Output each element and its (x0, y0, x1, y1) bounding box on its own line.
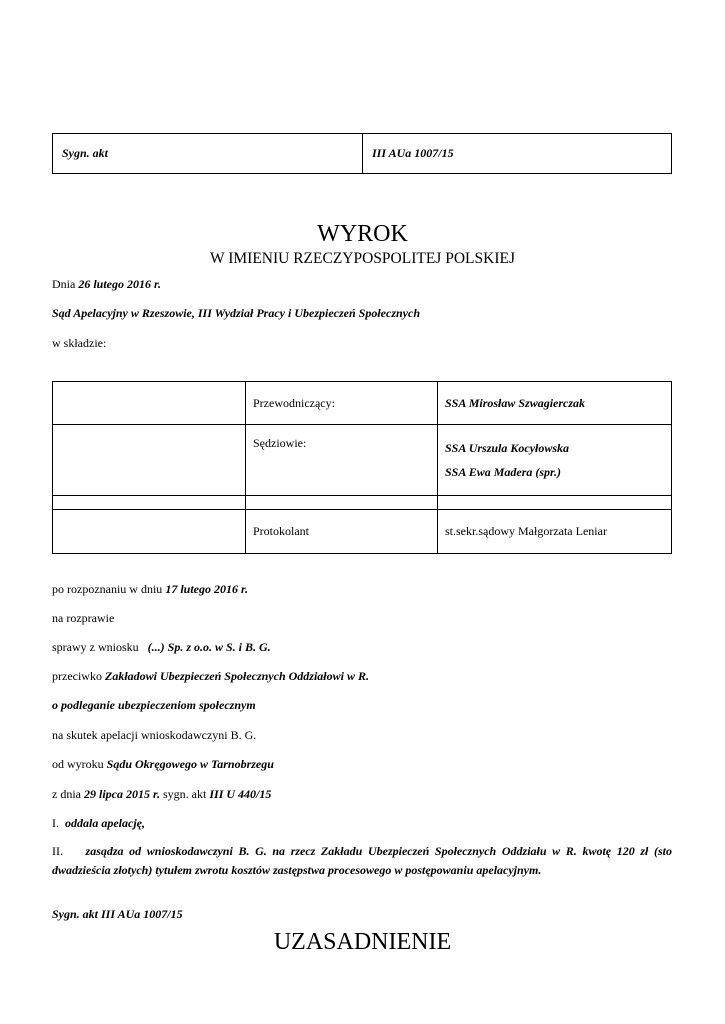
court-panel-table (52, 381, 672, 554)
case-subject: o podleganie ubezpieczeniom społecznym (52, 698, 256, 712)
ruling-number: I. (52, 816, 59, 830)
case-signature-table (52, 133, 672, 174)
considered-line (52, 582, 248, 597)
ruling-text: oddala apelację, (65, 816, 145, 830)
judgment-date: 26 lutego 2016 r. (78, 277, 162, 291)
case-number: III AUa 1007/15 (372, 146, 454, 160)
panel-empty-cell (53, 425, 246, 496)
court-name: Sąd Apelacyjny w Rzeszowie, III Wydział Pracy i Ubezpieczeń Społecznych (52, 306, 420, 320)
case-line (52, 640, 271, 655)
date-line (52, 277, 161, 292)
from-prefix: od wyroku (52, 757, 107, 771)
respondent: Zakładowi Ubezpieczeń Społecznych Oddziałowi w R. (104, 669, 369, 683)
judges-label: Sędziowie: (246, 425, 438, 496)
chair-name: SSA Mirosław Szwagierczak (438, 382, 672, 425)
date-prefix: Dnia (52, 277, 79, 291)
lower-date: 29 lipca 2015 r. (84, 787, 161, 801)
against-line (52, 669, 369, 684)
clerk-label: Protokolant (246, 510, 438, 554)
ruling-item (52, 816, 145, 831)
judge-name: SSA Urszula Kocyłowska (445, 441, 570, 455)
sign-prefix: sygn. akt (160, 787, 210, 801)
panel-empty-cell (53, 496, 246, 510)
ruling-item (52, 842, 672, 880)
hearing-line: na rozprawie (52, 611, 115, 625)
panel-empty-cell (53, 382, 246, 425)
lower-judgment-line (52, 787, 271, 802)
case-label: Sygn. akt (53, 134, 363, 173)
ruling-text: zasądza od wnioskodawczyni B. G. na rzecz Zakładu Ubezpieczeń Społecznych Oddziału w R. kwotę 120 zł (sto dwadzieścia złotych) tytułem zwrotu kosztów zastępstwa procesowego w postępowaniu apelacyjnym. (52, 844, 673, 877)
judges-names (438, 425, 672, 496)
of-prefix: z dnia (52, 787, 84, 801)
panel-empty-cell (246, 496, 438, 510)
appeal-line: na skutek apelacji wnioskodawczyni B. G. (52, 728, 257, 742)
ruling-number: II. (52, 844, 63, 858)
composition-label: w składzie: (52, 336, 107, 350)
judge-name: SSA Ewa Madera (spr.) (445, 465, 562, 479)
against-prefix: przeciwko (52, 669, 105, 683)
clerk-name: st.sekr.sądowy Małgorzata Leniar (438, 510, 672, 554)
lower-court-line (52, 757, 274, 772)
panel-empty-cell (53, 510, 246, 554)
lower-case-number: III U 440/15 (209, 787, 272, 801)
considered-date: 17 lutego 2016 r. (165, 582, 248, 596)
document-subtitle: W IMIENIU RZECZYPOSPOLITEJ POLSKIEJ (210, 250, 515, 267)
considered-prefix: po rozpoznaniu w dniu (52, 582, 166, 596)
document-title: WYROK (317, 221, 408, 247)
footer-case-number: Sygn. akt III AUa 1007/15 (52, 907, 183, 921)
applicant: (...) Sp. z o.o. w S. i B. G. (147, 640, 271, 654)
panel-empty-cell (438, 496, 672, 510)
lower-court: Sądu Okręgowego w Tarnobrzegu (106, 757, 274, 771)
case-prefix: sprawy z wniosku (52, 640, 142, 654)
chair-label: Przewodniczący: (246, 382, 438, 425)
justification-heading: UZASADNIENIE (273, 929, 452, 955)
